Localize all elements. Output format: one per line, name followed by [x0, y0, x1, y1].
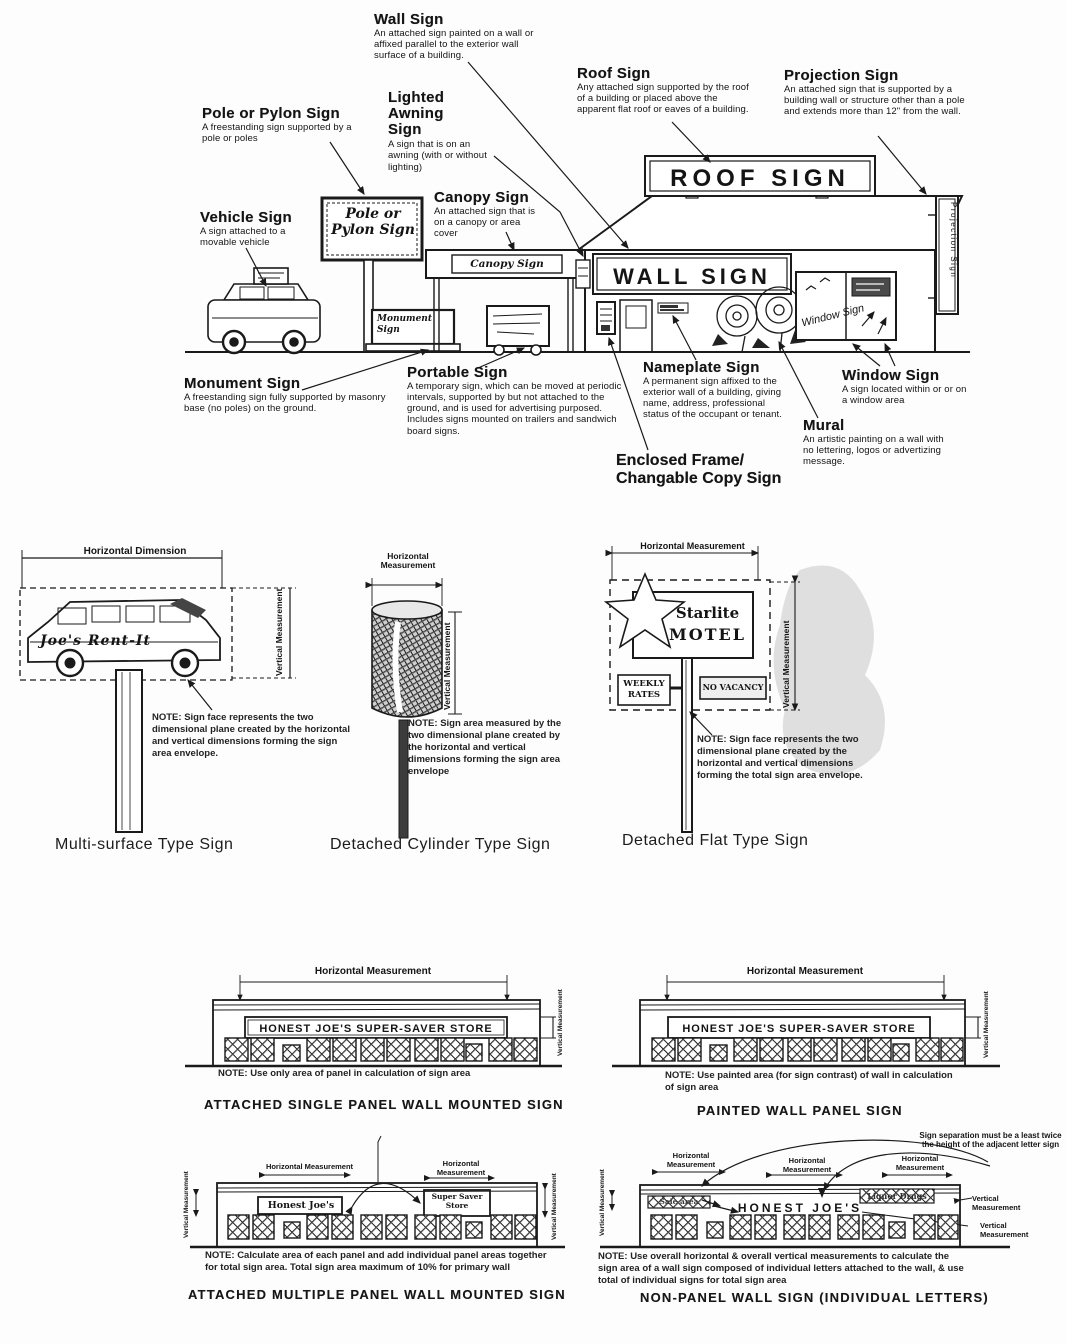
single-caption: ATTACHED SINGLE PANEL WALL MOUNTED SIGN	[204, 1097, 564, 1112]
portable-sign-drawing	[487, 306, 549, 355]
painted-hlabel: Horizontal Measurement	[746, 966, 864, 977]
multi-surface-diagram-drawing	[20, 550, 296, 832]
label-portable-sign	[407, 365, 647, 437]
multiple-hlabel-right: Horizontal Measurement	[436, 1159, 486, 1177]
vehicle-sign-title: Vehicle Sign	[200, 209, 292, 226]
window-sign-script-text: Window Sign	[800, 302, 866, 330]
pole-sign-title: Pole or Pylon Sign	[202, 105, 340, 122]
multiple-panel-left-text: Honest Joe's	[267, 1200, 335, 1211]
label-wall-sign	[374, 12, 559, 61]
roof-sign-text: ROOF SIGN	[670, 165, 850, 192]
single-note: NOTE: Use only area of panel in calculation of sign area	[218, 1068, 471, 1079]
projection-sign-title: Projection Sign	[784, 67, 899, 84]
monument-sign-title: Monument Sign	[184, 375, 301, 392]
motel-panel-weekly-rates: WEEKLY RATES	[623, 679, 665, 701]
label-canopy-sign	[434, 190, 559, 239]
wall-sign-desc: An attached sign painted on a wall or affixed parallel to the exterior wall surface of a building.	[374, 27, 534, 62]
cylinder-note: NOTE: Sign area measured by the two dimensional plane created by the horizontal and vertical dimensions forming the sign area envelope	[408, 718, 562, 777]
lighted-awning-title: Lighted Awning Sign	[388, 89, 445, 138]
flat-hlabel: Horizontal Measurement	[640, 541, 745, 551]
motel-sign-line2: MOTEL	[669, 625, 746, 644]
projection-sign-desc: An attached sign that is supported by a building wall or structure other than a pole and extends more than 12" from the wall.	[784, 83, 965, 118]
cylinder-diagram-drawing	[372, 578, 462, 838]
label-vehicle-sign	[200, 210, 315, 248]
nonpanel-vlabel-left: Vertical Measurement	[599, 1169, 606, 1236]
label-roof-sign	[577, 66, 762, 115]
label-projection-sign	[784, 68, 989, 117]
flat-vlabel: Vertical Measurement	[781, 620, 791, 708]
multiple-vlabel-left: Vertical Measurement	[183, 1171, 190, 1238]
single-hlabel: Horizontal Measurement	[314, 966, 432, 977]
nameplate-sign-title: Nameplate Sign	[643, 359, 760, 376]
single-sign-text: HONEST JOE'S SUPER-SAVER STORE	[259, 1023, 493, 1035]
canopy-sign-title: Canopy Sign	[434, 189, 529, 206]
multisurface-vlabel: Vertical Measurement	[274, 588, 284, 676]
van-side-text: Joe's Rent-It	[40, 633, 151, 649]
multiple-panel-right-text: Super Saver Store	[431, 1192, 483, 1211]
lighted-awning-desc: A sign that is on an awning (with or without lighting)	[388, 139, 487, 173]
pole-sign-face-text: Pole or Pylon Sign	[331, 206, 415, 239]
roof-sign-title: Roof Sign	[577, 65, 651, 82]
nonpanel-note: NOTE: Use overall horizontal & overall vertical measurements to calculate the sign area of a wall sign composed of individual letters attached to the wall, & use total of individual signs for total sign area	[598, 1251, 964, 1286]
label-mural	[803, 418, 963, 467]
single-vlabel: Vertical Measurement	[557, 989, 564, 1056]
nonpanel-hlabel3: Horizontal Measurement	[895, 1154, 945, 1172]
monument-sign-desc: A freestanding sign fully supported by masonry base (no poles) on the ground.	[184, 391, 386, 414]
cylinder-hlabel: Horizontal Measurement	[380, 551, 436, 571]
wall-sign-text: WALL SIGN	[613, 264, 771, 289]
multisurface-caption: Multi-surface Type Sign	[55, 836, 234, 853]
nameplate-sign-desc: A permanent sign affixed to the exterior wall of a building, giving name, address, professional status of the occupant or tenant.	[643, 375, 783, 421]
multisurface-hlabel: Horizontal Dimension	[83, 546, 187, 557]
nonpanel-panel-left-text: Sale area	[659, 1197, 699, 1206]
window-area-drawing	[796, 272, 896, 340]
painted-caption: PAINTED WALL PANEL SIGN	[697, 1103, 903, 1118]
painted-note: NOTE: Use painted area (for sign contrast) of wall in calculation of sign area	[665, 1070, 953, 1093]
multisurface-note: NOTE: Sign face represents the two dimensional plane created by the horizontal and vertical dimensions forming the sign area envelope.	[152, 712, 350, 759]
motel-sign-line1: Starlite	[675, 604, 740, 622]
building-drawing	[576, 156, 962, 352]
multiple-caption: ATTACHED MULTIPLE PANEL WALL MOUNTED SIGN	[188, 1287, 566, 1302]
mural-desc: An artistic painting on a wall with no lettering, logos or advertizing message.	[803, 433, 944, 468]
portable-sign-desc: A temporary sign, which can be moved at periodic intervals, supported by but not attached to the ground, and is used for advertising purposed. Includes signs mounted on trailers and sandwich board signs.	[407, 380, 622, 437]
painted-panel-drawing	[612, 975, 1000, 1066]
window-sign-desc: A sign located within or or on a window area	[842, 383, 967, 406]
vehicle-roof-sign	[254, 268, 288, 284]
label-window-sign	[842, 368, 997, 406]
label-enclosed-frame-sign: Enclosed Frame/ Changable Copy Sign	[616, 452, 782, 488]
window-store-mini-sign	[852, 278, 890, 296]
label-nameplate-sign	[643, 360, 803, 421]
window-sign-title: Window Sign	[842, 367, 940, 384]
nonpanel-caption: NON-PANEL WALL SIGN (INDIVIDUAL LETTERS)	[640, 1290, 989, 1305]
painted-sign-text: HONEST JOE'S SUPER-SAVER STORE	[682, 1023, 916, 1035]
multiple-vlabel-right: Vertical Measurement	[551, 1173, 558, 1240]
vehicle-sign-desc: A sign attached to a movable vehicle	[200, 225, 286, 248]
nonpanel-annotation: Sign separation must be a least twice the height of the adjacent letter sign	[919, 1131, 1062, 1150]
nonpanel-panel-right-text: Liquor Drugs	[867, 1191, 927, 1201]
nonpanel-hlabel2: Horizontal Measurement	[782, 1156, 832, 1174]
nonpanel-letters: HONEST JOE'S	[737, 1201, 863, 1215]
portable-sign-title: Portable Sign	[407, 364, 508, 381]
cylinder-caption: Detached Cylinder Type Sign	[330, 836, 551, 853]
canopy-sign-desc: An attached sign that is on a canopy or area cover	[434, 205, 536, 240]
label-pole-sign	[202, 106, 397, 144]
multiple-panel-drawing	[183, 1136, 565, 1247]
wall-sign-title: Wall Sign	[374, 11, 444, 28]
mural-title: Mural	[803, 417, 845, 434]
label-monument-sign	[184, 376, 404, 414]
pole-sign-desc: A freestanding sign supported by a pole or poles	[202, 121, 352, 144]
nonpanel-vlabel-right2: Vertical Measurement	[980, 1221, 1029, 1239]
projection-sign-vertical-text: Projection Sign	[949, 202, 958, 279]
nonpanel-vlabel-right1: Vertical Measurement	[972, 1194, 1021, 1212]
cylinder-vlabel: Vertical Measurement	[442, 622, 452, 710]
single-panel-drawing	[185, 975, 564, 1066]
lighted-awning-drawing	[576, 260, 590, 288]
monument-sign-face-text: Monument Sign	[377, 314, 433, 335]
canopy-sign-face-text: Canopy Sign	[470, 258, 544, 270]
flat-note: NOTE: Sign face represents the two dimensional plane created by the horizontal and vertical dimensions forming the total sign area envelope.	[697, 734, 863, 781]
enclosed-frame-sign-drawing	[597, 302, 615, 334]
flat-caption: Detached Flat Type Sign	[622, 832, 809, 849]
roof-sign-desc: Any attached sign supported by the roof of a building or placed above the apparent flat roof or eaves of a building.	[577, 81, 749, 116]
multiple-hlabel-left: Horizontal Measurement	[265, 1162, 354, 1171]
motel-panel-no-vacancy: NO VACANCY	[702, 682, 764, 692]
label-lighted-awning-sign	[388, 90, 503, 173]
multiple-note: NOTE: Calculate area of each panel and add individual panel areas together for total sign area. Total sign area maximum of 10% for primary wall	[205, 1250, 547, 1273]
car-drawing	[208, 268, 320, 353]
nonpanel-hlabel1: Horizontal Measurement	[666, 1151, 716, 1169]
painted-vlabel: Vertical Measurement	[983, 991, 990, 1058]
